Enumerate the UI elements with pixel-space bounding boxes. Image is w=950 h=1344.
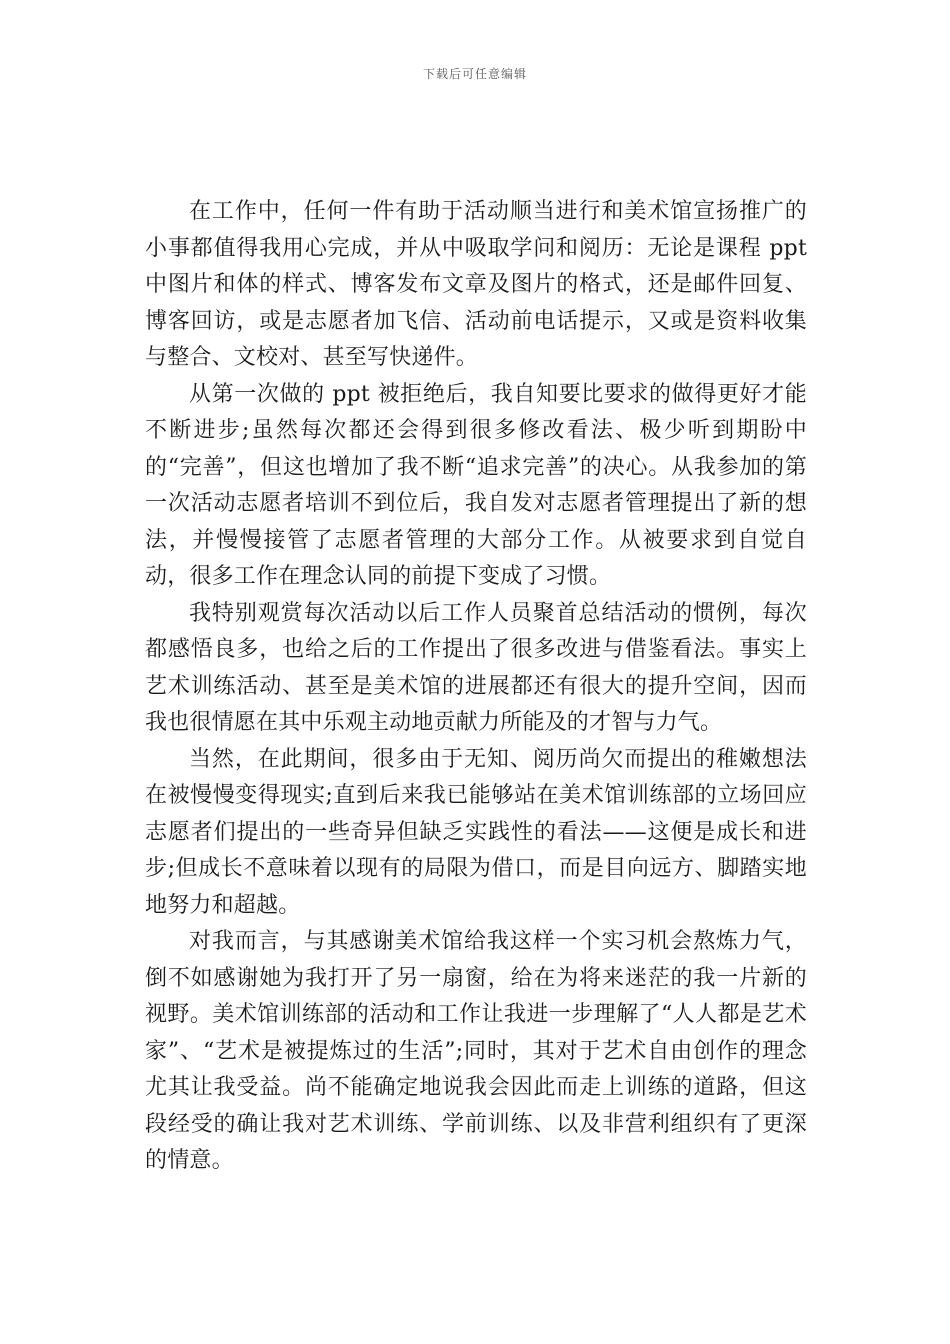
paragraph-2: 从第一次做的 ppt 被拒绝后，我自知要比要求的做得更好才能不断进步;虽然每次都还会得到很多修改看法、极少听到期盼中的“完善”，但这也增加了我不断“追求完善”的决心。从我参加的第一次活动志愿者培训不到位后，我自发对志愿者管理提出了新的想法，并慢慢接管了志愿者管理的大部分工作。从被要求到自觉自动，很多工作在理念认同的前提下变成了习惯。	[145, 381, 807, 589]
paragraph-5: 对我而言，与其感谢美术馆给我这样一个实习机会熬炼力气，倒不如感谢她为我打开了另一扇窗，给在为将来迷茫的我一片新的视野。美术馆训练部的活动和工作让我进一步理解了“人人都是艺术家”、“艺术是被提炼过的生活”;同时，其对于艺术自由创作的理念尤其让我受益。尚不能确定地说我会因此而走上训练的道路，但这段经受的确让我对艺术训练、学前训练、以及非营利组织有了更深的情意。	[145, 929, 807, 1173]
paragraph-3: 我特别观赏每次活动以后工作人员聚首总结活动的惯例，每次都感悟良多，也给之后的工作提出了很多改进与借鉴看法。事实上艺术训练活动、甚至是美术馆的进展都还有很大的提升空间，因而我也很情愿在其中乐观主动地贡献力所能及的才智与力气。	[145, 600, 807, 735]
paragraph-1: 在工作中，任何一件有助于活动顺当进行和美术馆宣扬推广的小事都值得我用心完成，并从中吸取学问和阅历：无论是课程 ppt 中图片和体的样式、博客发布文章及图片的格式，还是邮件回复、博客回访，或是志愿者加飞信、活动前电话提示，又或是资料收集与整合、文校对、甚至写快递件。	[145, 199, 807, 370]
paragraph-4: 当然，在此期间，很多由于无知、阅历尚欠而提出的稚嫩想法在被慢慢变得现实;直到后来我已能够站在美术馆训练部的立场回应志愿者们提出的一些奇异但缺乏实践性的看法——这便是成长和进步;但成长不意味着以现有的局限为借口，而是目向远方、脚踏实地地努力和超越。	[145, 746, 807, 918]
document-body	[145, 194, 807, 1180]
page-header: 下载后可任意编辑	[422, 67, 527, 81]
